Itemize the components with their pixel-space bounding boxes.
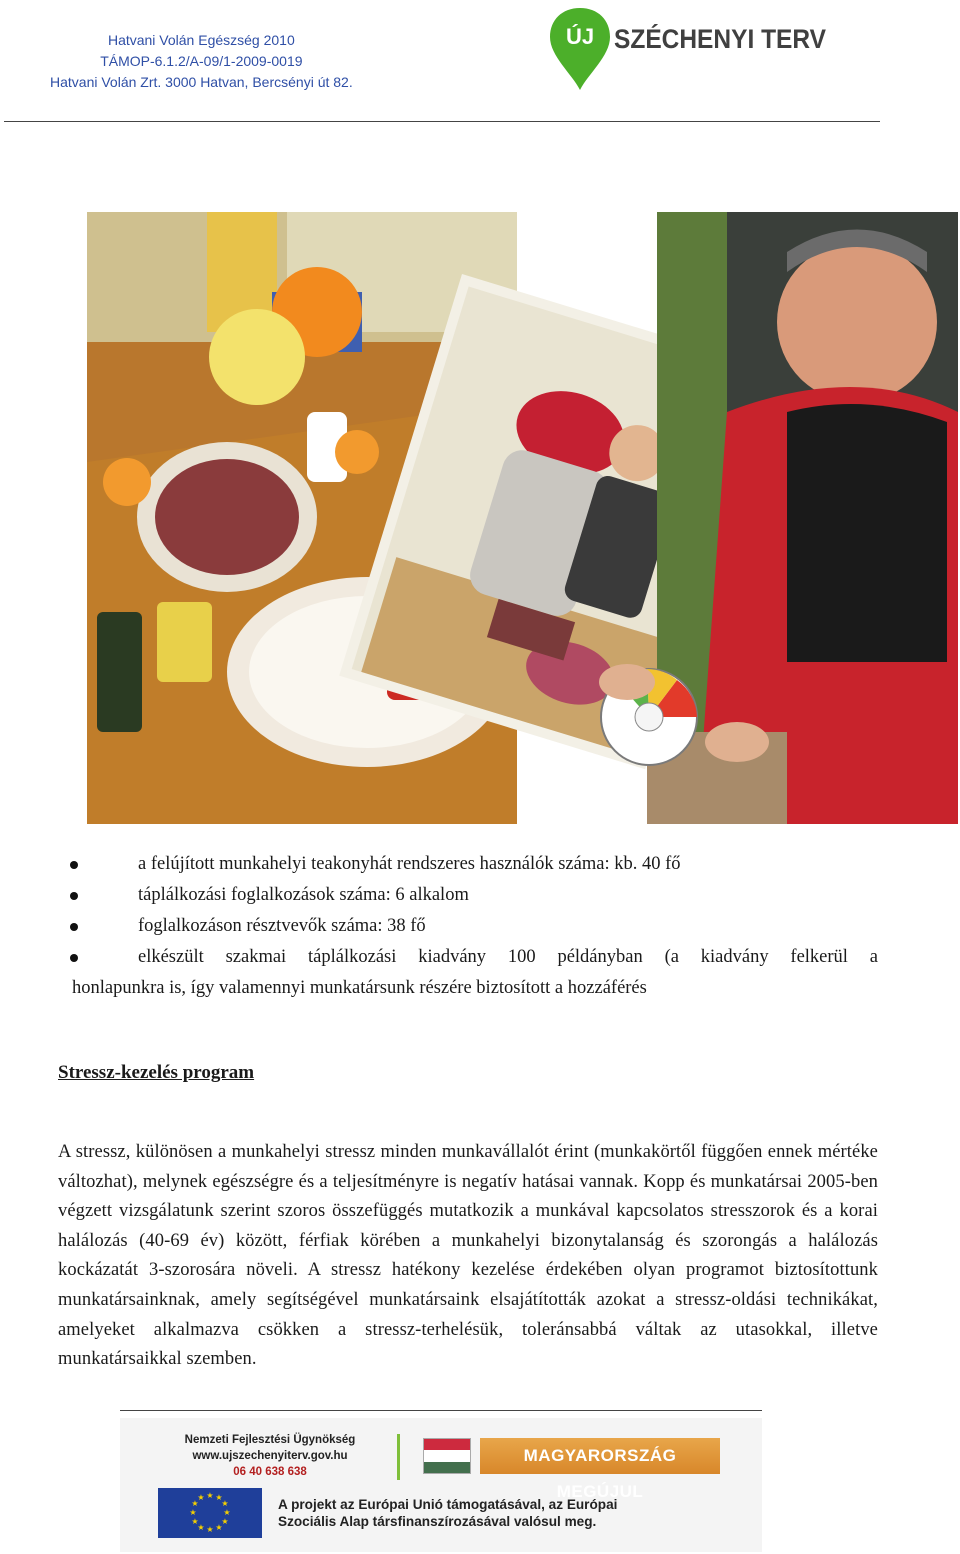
svg-text:★: ★ (221, 1499, 229, 1508)
list-item-text-line2: honlapunkra is, így valamennyi munkatársunk részére biztosított a hozzáférés (72, 978, 647, 998)
eu-flag-icon (158, 1488, 262, 1538)
logo-name: SZÉCHENYI TERV (614, 24, 848, 54)
list-item: a felújított munkahelyi teakonyhát rendszeres használók száma: kb. 40 fő (58, 849, 878, 880)
eu-line-2: Szociális Alap társfinanszírozásával valósul meg. (278, 1514, 597, 1529)
section-paragraph: A stressz, különösen a munkahelyi stressz minden munkavállalót érint (munkakörtől függően ennek mértéke változhat), melynek egészségre és a teljesítményre is negatív hatásai vannak. Kopp és munkatársai 2005-ben végzett vizsgálatunk szerint szoros összefüggés mutatkozik a munkával kapcsolatos stresszorok és a korai halálozás (40-69 év) között, férfiak körében a munkahelyi bizonytalanság és szorongás a halálozás kockázatát 3-szorosára növeli. A stressz hatékony kezelése érdekében olyan programot biztosítottunk munkatársainknak, amely segítségével munkatársaink elsajátították azokat a stressz-oldási technikákat, amelyeket alkalmazva csökken a stressz-terhelésük, toleránsabbá váltak az utasokkal, illetve munkatársaikkal szemben. (58, 1142, 878, 1370)
svg-text:★: ★ (197, 1523, 205, 1532)
bullet-dot-icon (70, 923, 78, 931)
project-code: TÁMOP-6.1.2/A-09/1-2009-0019 (100, 53, 303, 69)
results-bullet-list (58, 849, 878, 1004)
svg-text:★: ★ (191, 1499, 199, 1508)
svg-text:★: ★ (197, 1493, 205, 1502)
list-item-text-line1: elkészült szakmai táplálkozási kiadvány 100 példányban (a kiadvány felkerül a (138, 947, 878, 967)
header-divider (4, 121, 880, 122)
svg-text:★: ★ (206, 1525, 214, 1534)
eu-funding-statement (278, 1496, 748, 1530)
project-title: Hatvani Volán Egészség 2010 (107, 32, 295, 48)
map-pin-icon (550, 8, 610, 90)
svg-text:★: ★ (223, 1508, 231, 1517)
svg-text:★: ★ (221, 1517, 229, 1526)
logo-badge: ÚJ (565, 24, 595, 49)
list-item: foglalkozáson résztvevők száma: 38 fő (58, 911, 878, 942)
photo-collage (87, 212, 958, 824)
funding-footer (120, 1418, 762, 1552)
bullet-dot-icon (70, 892, 78, 900)
header-org-info (50, 30, 353, 93)
bullet-dot-icon (70, 861, 78, 869)
list-item: táplálkozási foglalkozások száma: 6 alkalom (58, 880, 878, 911)
svg-text:★: ★ (191, 1517, 199, 1526)
svg-text:★: ★ (206, 1491, 214, 1500)
szechenyi-terv-logo (548, 4, 848, 96)
footer-divider (120, 1410, 762, 1411)
agency-url: www.ujszechenyiterv.gov.hu (192, 1450, 348, 1462)
magyarorszag-megujul-badge: MAGYARORSZÁG MEGÚJUL (480, 1438, 720, 1474)
agency-phone: 06 40 638 638 (233, 1466, 307, 1478)
agency-name: Nemzeti Fejlesztési Ügynökség (184, 1434, 356, 1446)
section-heading: Stressz-kezelés program (58, 1062, 255, 1083)
svg-text:★: ★ (215, 1523, 223, 1532)
list-item (58, 942, 878, 1004)
company-address: Hatvani Volán Zrt. 3000 Hatvan, Bercsényi út 82. (50, 74, 353, 90)
svg-text:★: ★ (215, 1493, 223, 1502)
hungarian-flag-icon (423, 1438, 471, 1474)
eu-line-1: A projekt az Európai Unió támogatásával, az Európai (278, 1497, 618, 1512)
svg-text:★: ★ (189, 1508, 197, 1517)
agency-block (150, 1432, 390, 1480)
bullet-dot-icon (70, 954, 78, 962)
footer-vertical-divider (397, 1434, 400, 1480)
